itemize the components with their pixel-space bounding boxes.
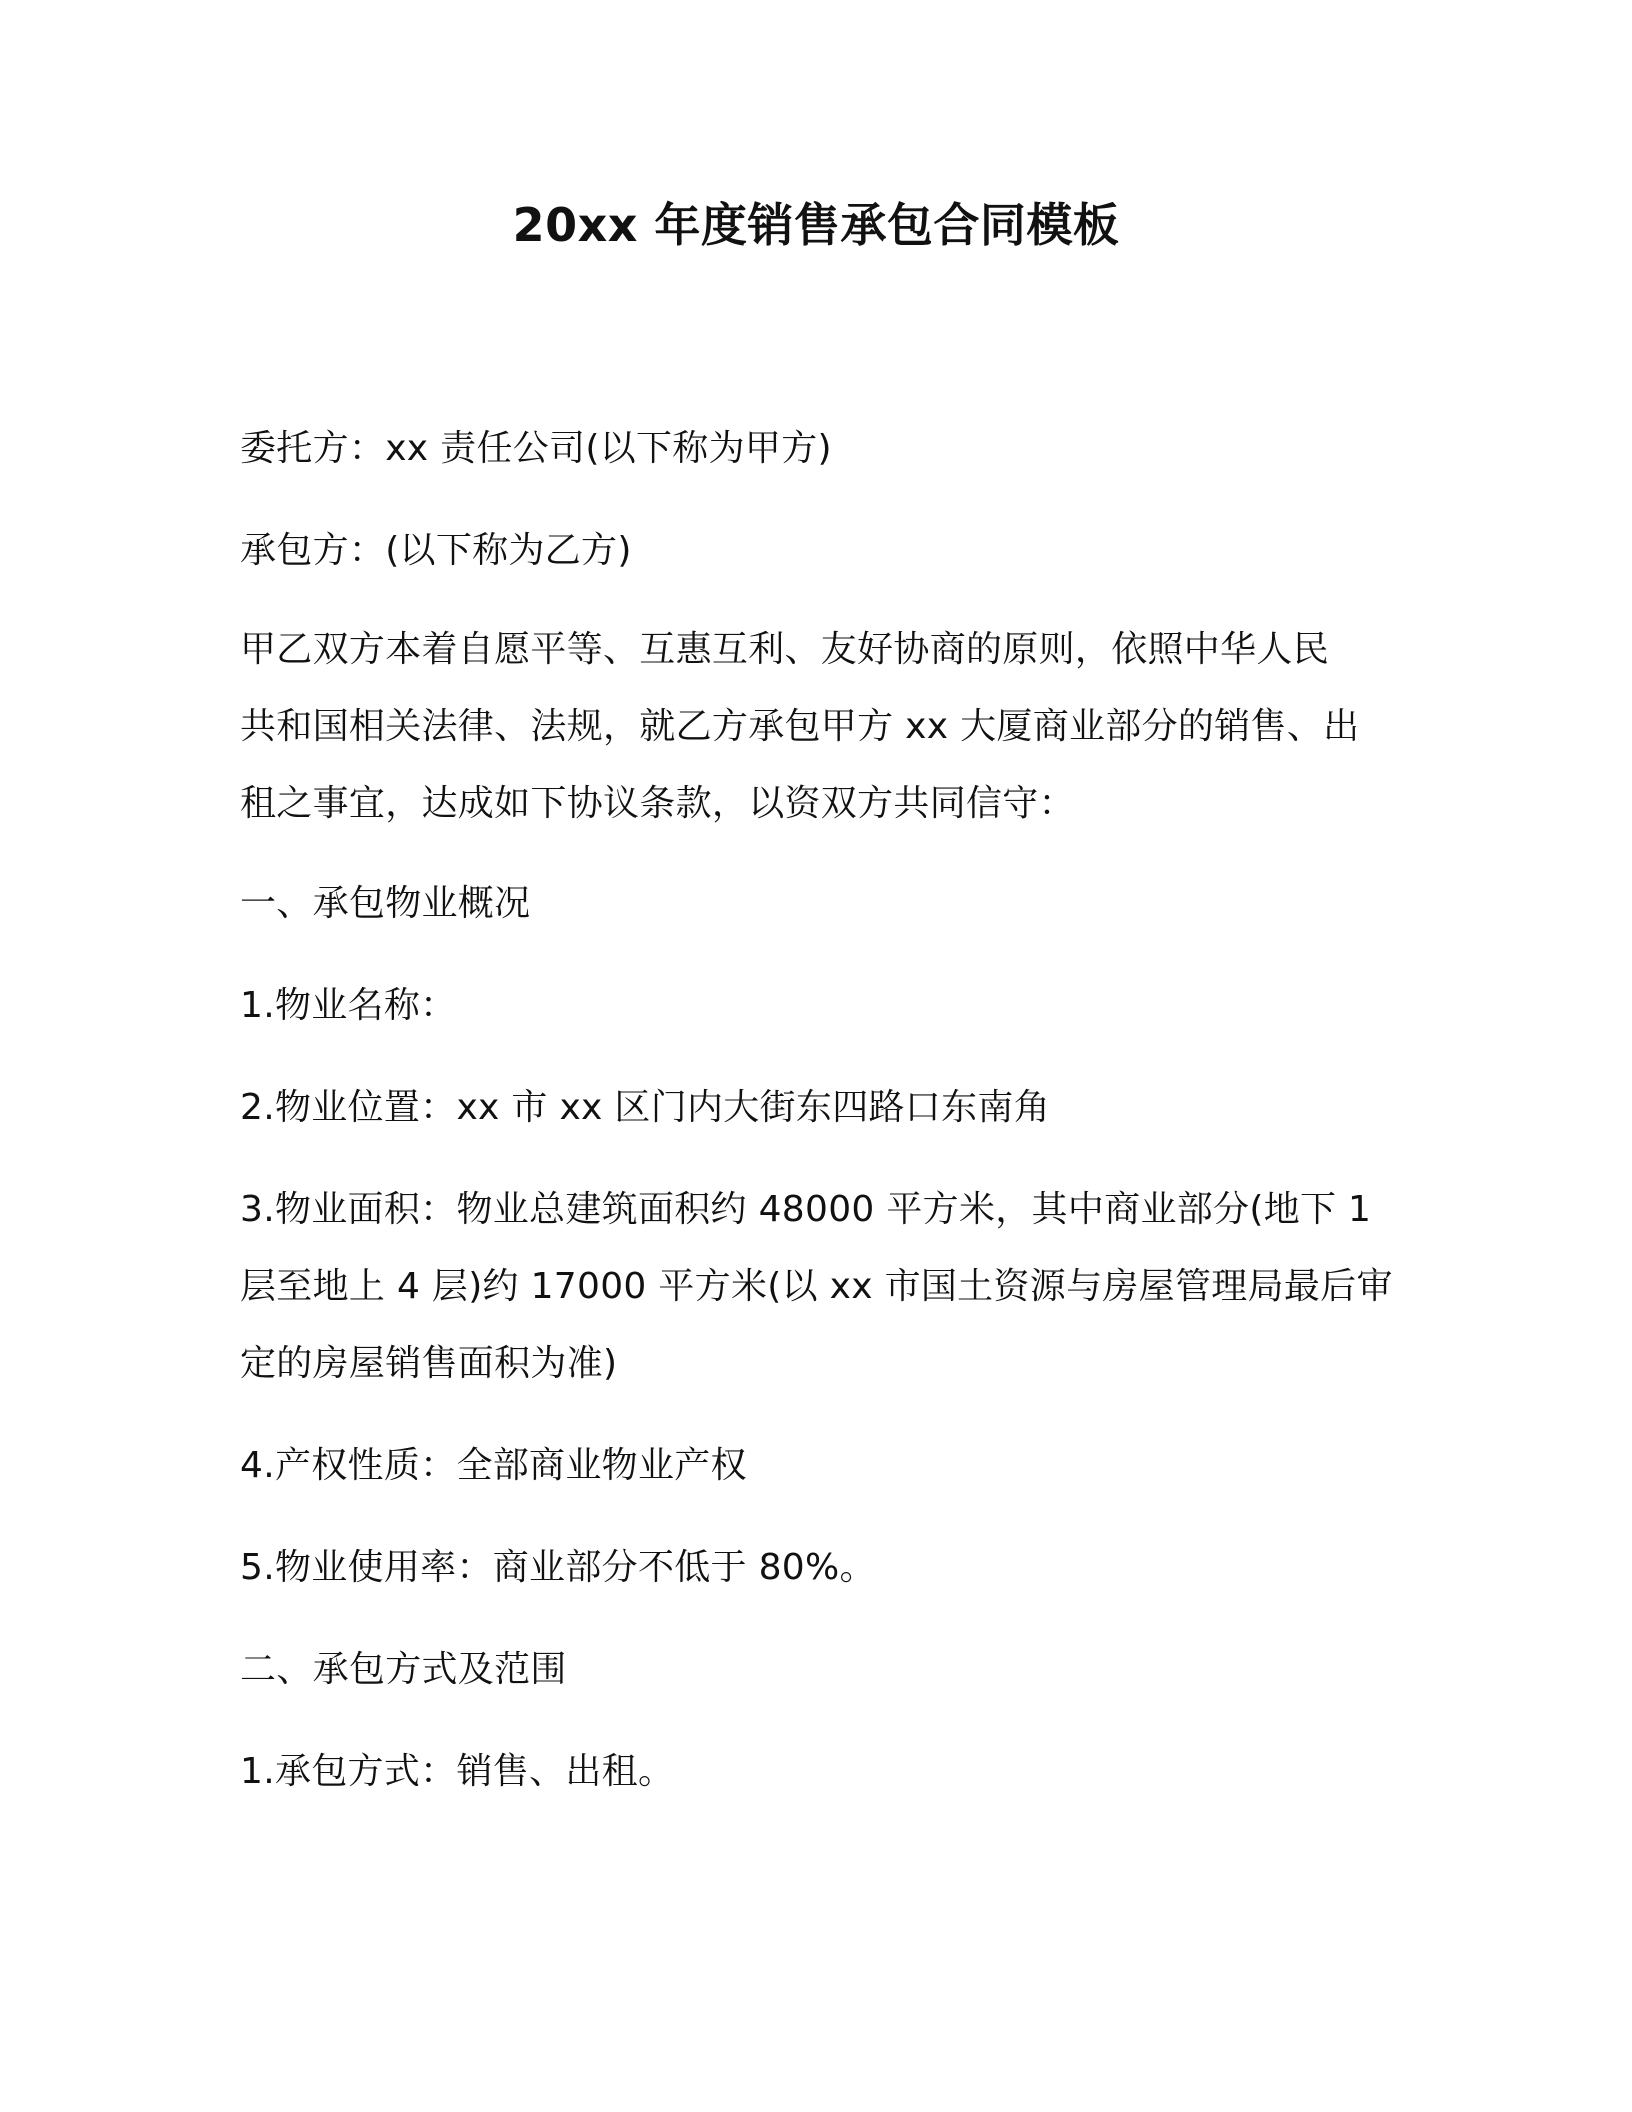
preamble-line-2: 共和国相关法律、法规，就乙方承包甲方 xx 大厦商业部分的销售、出	[240, 706, 1360, 747]
client-party-line: 委托方：xx 责任公司(以下称为甲方)	[240, 428, 832, 469]
item-usage-rate: 5.物业使用率：商业部分不低于 80%。	[240, 1547, 876, 1588]
section-heading-2: 二、承包方式及范围	[240, 1649, 567, 1690]
preamble-line-3: 租之事宜，达成如下协议条款，以资双方共同信守：	[240, 783, 1075, 824]
section-heading-1: 一、承包物业概况	[240, 883, 531, 924]
item-property-area-line-2: 层至地上 4 层)约 17000 平方米(以 xx 市国土资源与房屋管理局最后审	[240, 1266, 1393, 1307]
preamble-line-1: 甲乙双方本着自愿平等、互惠互利、友好协商的原则，依照中华人民	[240, 629, 1330, 670]
item-property-area-line-3: 定的房屋销售面积为准)	[240, 1343, 618, 1384]
item-contract-method: 1.承包方式：销售、出租。	[240, 1751, 675, 1792]
item-property-location: 2.物业位置：xx 市 xx 区门内大街东四路口东南角	[240, 1087, 1050, 1128]
item-property-rights: 4.产权性质：全部商业物业产权	[240, 1445, 747, 1486]
contractor-party-line: 承包方：(以下称为乙方)	[240, 530, 632, 571]
document-title: 20xx 年度销售承包合同模板	[512, 198, 1120, 252]
item-property-area-line-1: 3.物业面积：物业总建筑面积约 48000 平方米，其中商业部分(地下 1	[240, 1189, 1372, 1230]
item-property-name: 1.物业名称：	[240, 985, 457, 1026]
